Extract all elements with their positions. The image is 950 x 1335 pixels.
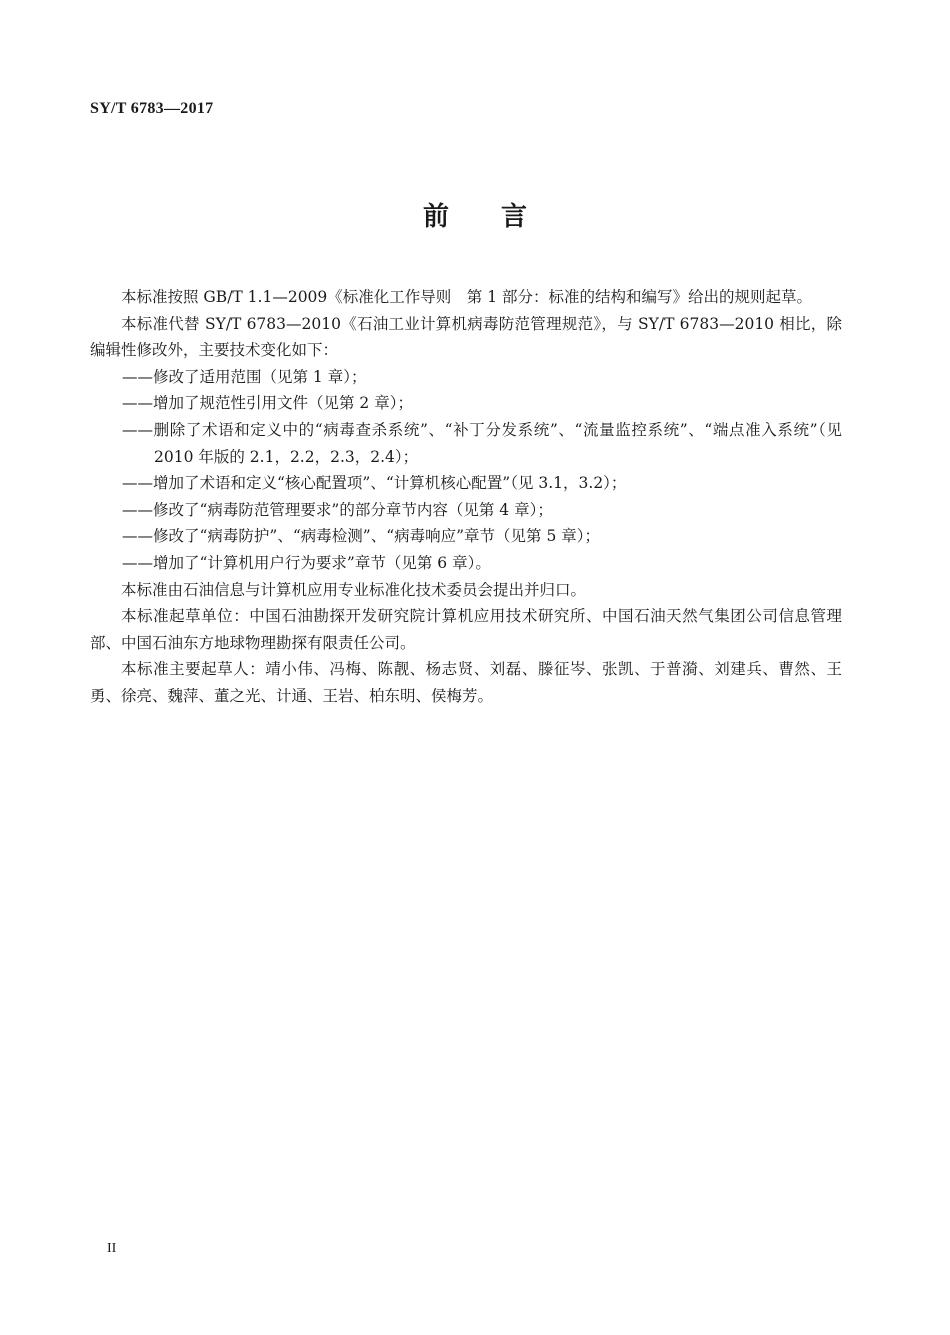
change-item: ——增加了“计算机用户行为要求”章节（见第 6 章）。 — [122, 553, 491, 572]
paragraph-drafting-rules: 本标准按照 GB/T 1.1—2009《标准化工作导则 第 1 部分：标准的结构和编写》给出的规则起草。 — [121, 288, 813, 306]
foreword-body — [90, 284, 842, 710]
change-item: ——修改了“病毒防护”、“病毒检测”、“病毒响应”章节（见第 5 章）； — [122, 527, 601, 546]
paragraph-proposer: 本标准由石油信息与计算机应用专业标准化技术委员会提出并归口。 — [121, 580, 587, 599]
page-title: 前言 — [422, 202, 579, 232]
change-item: ——删除了术语和定义中的“病毒查杀系统”、“补丁分发系统”、“流量监控系统”、“端点准入系统”（见 2010 年版的 2.1，2.2，2.3，2.4）； — [122, 420, 842, 466]
change-item: ——修改了适用范围（见第 1 章）； — [122, 367, 367, 386]
page-number: II — [107, 1241, 117, 1256]
standard-code: SY/T 6783—2017 — [90, 100, 214, 117]
paragraph-drafting-units: 本标准起草单位：中国石油勘探开发研究院计算机应用技术研究所、中国石油天然气集团公司信息管理部、中国石油东方地球物理勘探有限责任公司。 — [90, 607, 842, 652]
paragraph-drafters: 本标准主要起草人：靖小伟、冯梅、陈靓、杨志贤、刘磊、滕征岑、张凯、于普漪、刘建兵、曹然、王勇、徐亮、魏萍、董之光、计通、王岩、柏东明、侯梅芳。 — [90, 660, 842, 705]
change-item: ——增加了术语和定义“核心配置项”、“计算机核心配置”（见 3.1，3.2）； — [122, 474, 627, 493]
change-item: ——修改了“病毒防范管理要求”的部分章节内容（见第 4 章）； — [122, 500, 553, 519]
paragraph-replacement: 本标准代替 SY/T 6783—2010《石油工业计算机病毒防范管理规范》，与 SY/T 6783—2010 相比，除编辑性修改外，主要技术变化如下： — [90, 314, 842, 360]
change-item: ——增加了规范性引用文件（见第 2 章）； — [122, 394, 413, 413]
